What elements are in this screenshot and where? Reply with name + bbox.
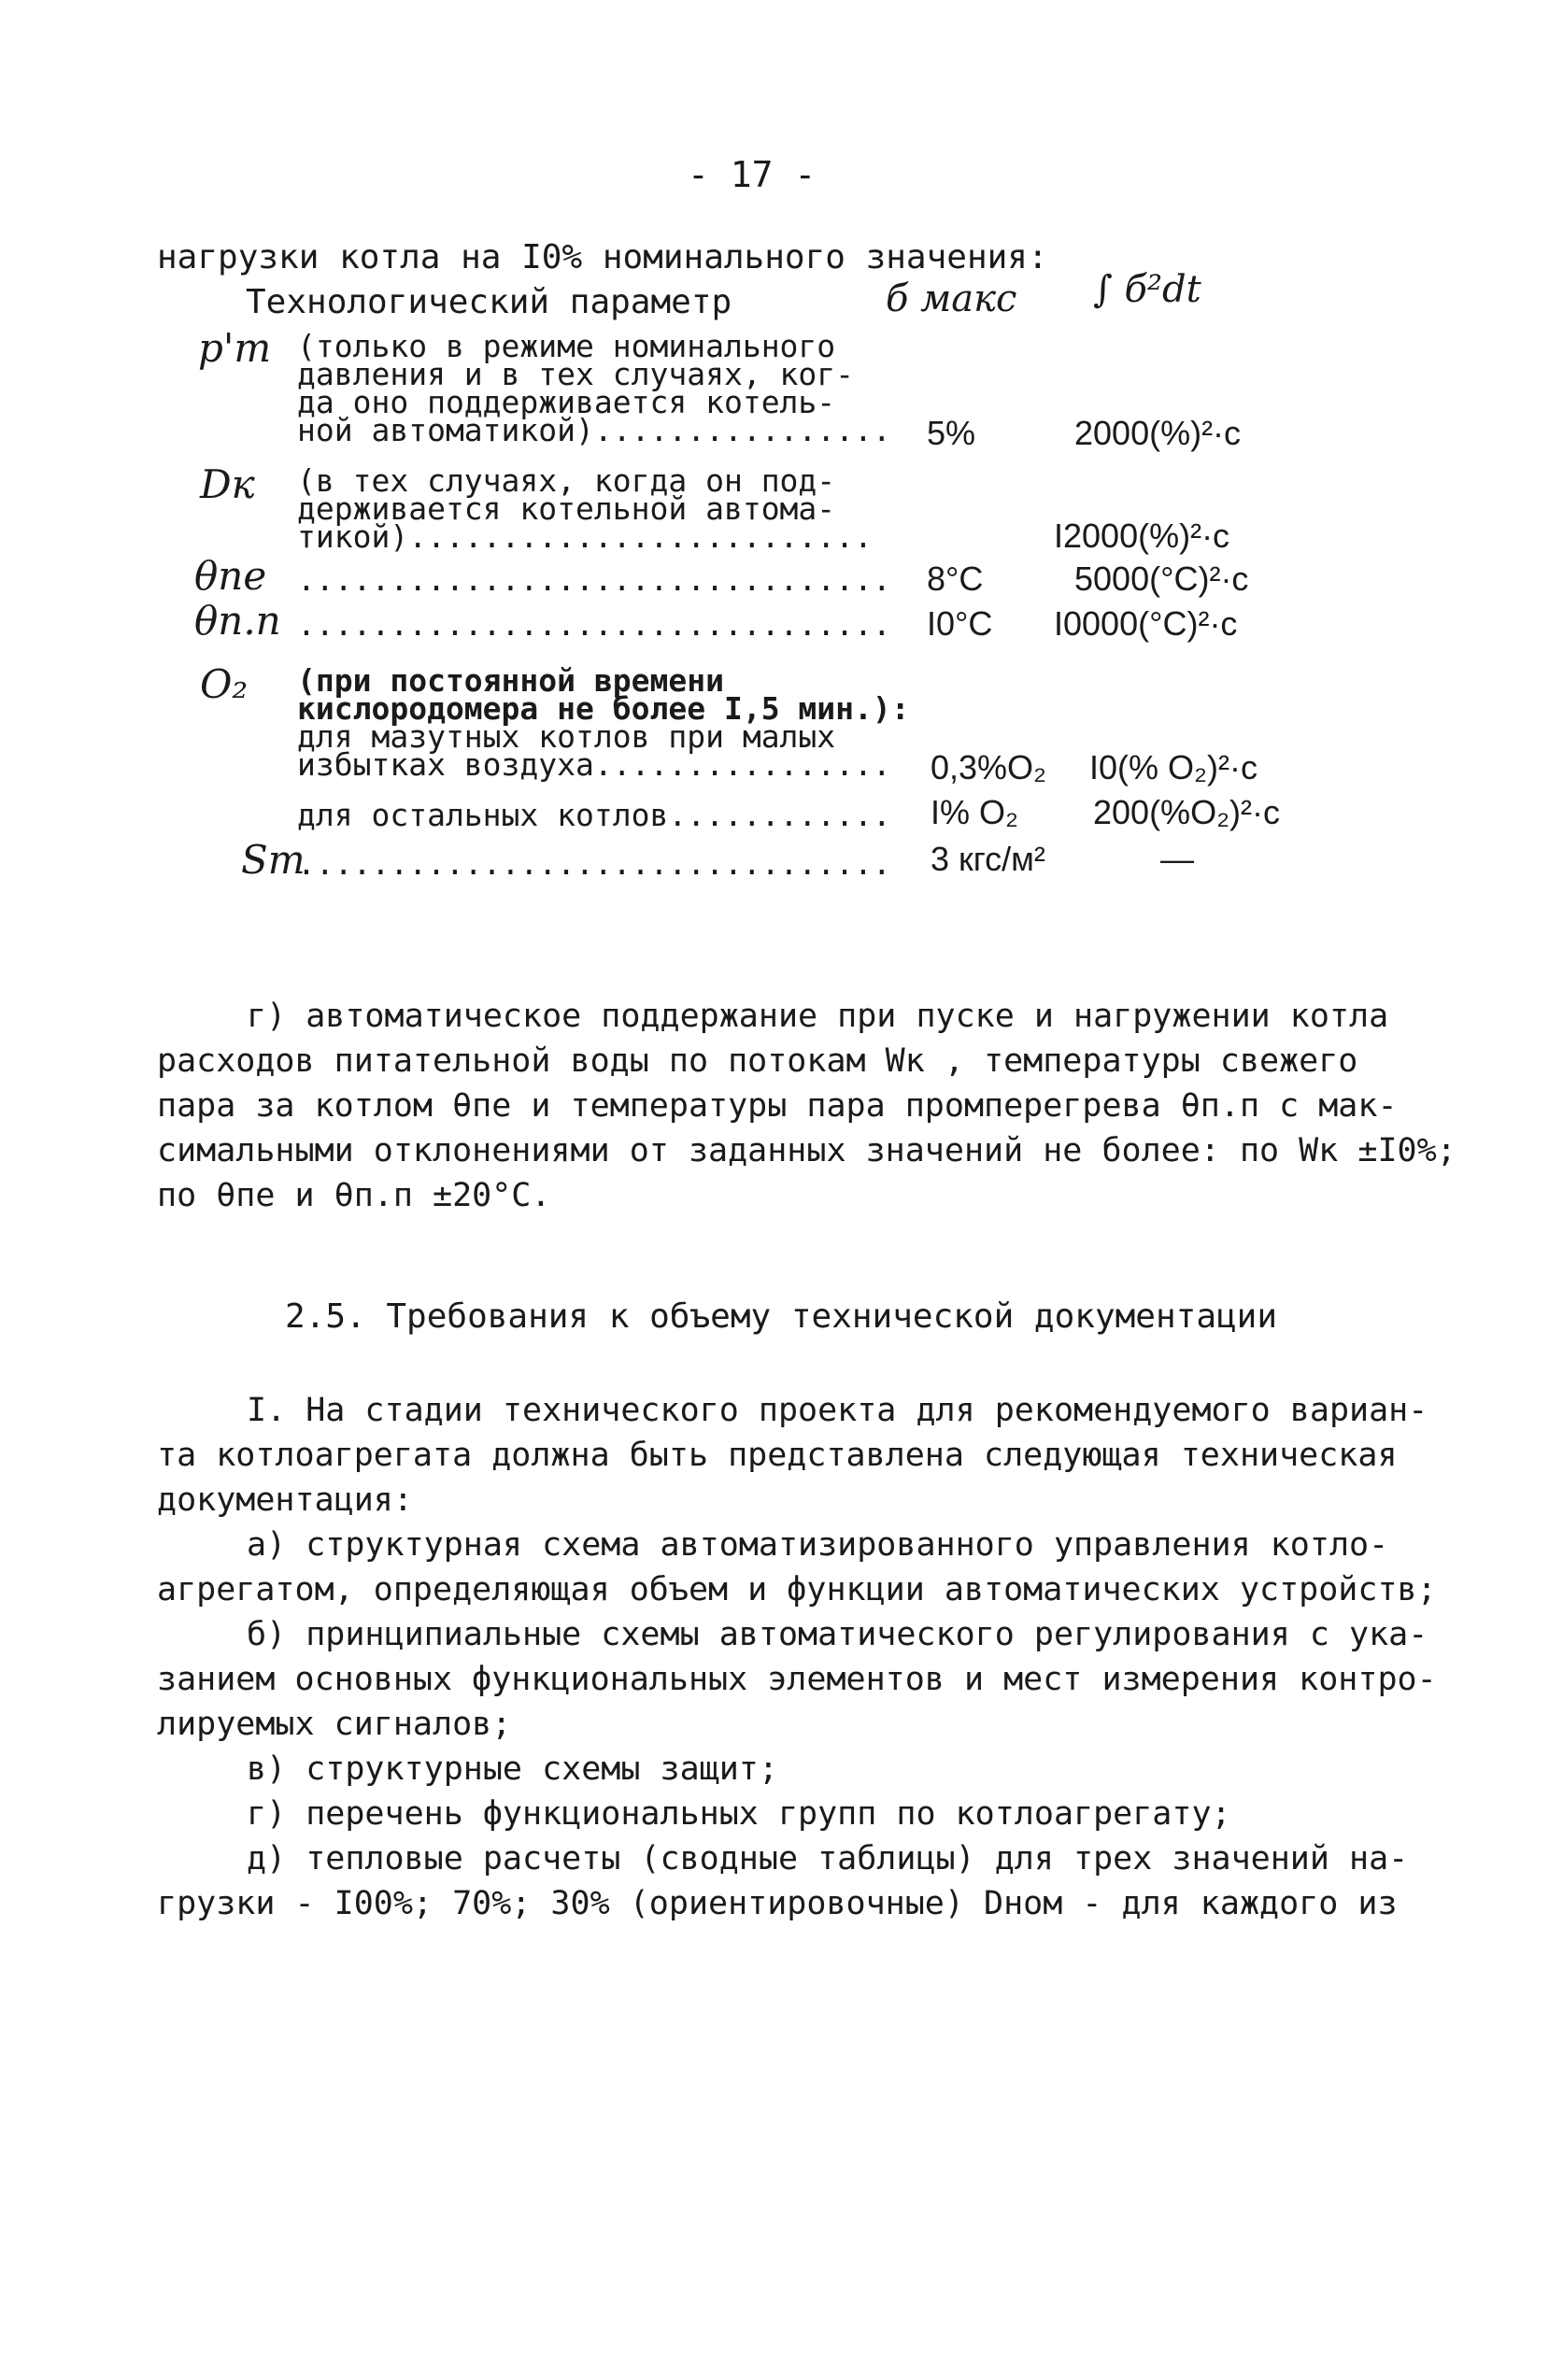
row-desc-line: ................................: [297, 845, 891, 882]
row-sigma: 3 кгс/м²: [931, 840, 1045, 878]
row-integral: I0000(°С)²·с: [1054, 604, 1238, 643]
row-desc-line: ной автоматикой)................: [297, 412, 891, 448]
row-desc-line: ................................: [297, 561, 891, 598]
table-header-param: Технологический параметр: [246, 283, 732, 321]
table-header-integral: ∫ б²dt: [1093, 268, 1201, 311]
list-item-line: грузки - I00%; 70%; 30% (ориентировочные) Dном - для каждого из: [157, 1885, 1398, 1922]
text-line: расходов питательной воды по потокам Wк , температуры свежего: [157, 1042, 1358, 1080]
row-desc-line: (в тех случаях, когда он под-: [297, 462, 836, 499]
row-symbol: Dк: [200, 461, 255, 507]
row-symbol: θпе: [194, 553, 267, 599]
row-desc-line: для мазутных котлов при малых: [297, 718, 836, 755]
row-desc-line: (при постоянной времени: [297, 662, 724, 699]
row-integral: —: [1160, 840, 1194, 878]
row-symbol: θп.п: [194, 598, 281, 644]
row-symbol: Sт: [241, 837, 305, 883]
text-line: та котлоагрегата должна быть представлена следующая техническая: [157, 1437, 1398, 1474]
row-sigma: 0,3%O₂: [931, 748, 1047, 786]
list-item-line: а) структурная схема автоматизированного управления котло-: [247, 1526, 1389, 1564]
text-line: по θпе и θп.п ±20°С.: [157, 1177, 551, 1214]
row-integral: 2000(%)²·с: [1074, 414, 1242, 452]
row-desc-line: ................................: [297, 606, 891, 643]
row-sigma: 5%: [927, 414, 976, 452]
row-desc-line: тикой).........................: [297, 518, 873, 555]
row-desc-line: да оно поддерживается котель-: [297, 384, 836, 420]
page-number: - 17 -: [688, 154, 817, 195]
row-desc-line: кислородомера не более I,5 мин.):: [297, 690, 910, 727]
table-header-sigma-max: б макс: [886, 277, 1017, 320]
text-line: симальными отклонениями от заданных значений не более: по Wк ±I0%;: [157, 1132, 1456, 1169]
paragraph-g: [157, 994, 1456, 1218]
row-integral: 200(%O₂)²·с: [1093, 793, 1281, 831]
row-symbol: p'т: [198, 325, 272, 371]
list-item-line: агрегатом, определяющая объем и функции автоматических устройств;: [157, 1571, 1437, 1608]
text-line: документация:: [157, 1481, 413, 1519]
row-desc-line: избытках воздуха................: [297, 746, 891, 783]
row-sigma: 8°С: [927, 560, 984, 598]
paragraph-1: [157, 1388, 1428, 1523]
row-desc-line: для остальных котлов............: [297, 797, 891, 833]
list-item-line: б) принципиальные схемы автоматического регулирования с ука-: [247, 1616, 1428, 1653]
row-sigma: I% O₂: [931, 793, 1018, 831]
row-symbol: O₂: [200, 661, 249, 707]
row-desc-line: (только в режиме номинального: [297, 328, 836, 364]
row-desc-line: держивается котельной автома-: [297, 490, 836, 527]
text-line: пара за котлом θпе и температуры пара промперегрева θп.п с мак-: [157, 1087, 1398, 1125]
section-heading: 2.5. Требования к объему технической документации: [285, 1297, 1278, 1336]
intro-line: нагрузки котла на I0% номинального значения:: [157, 238, 1048, 276]
row-desc-line: давления и в тех случаях, ког-: [297, 356, 855, 392]
row-sigma: I0°С: [927, 604, 993, 643]
row-integral: I2000(%)²·с: [1054, 517, 1230, 555]
list-item-line: в) структурные схемы защит;: [247, 1750, 778, 1788]
list-item-line: г) перечень функциональных групп по котлоагрегату;: [247, 1795, 1231, 1833]
list-item-line: занием основных функциональных элементов и мест измерения контро-: [157, 1661, 1437, 1698]
list-item-line: д) тепловые расчеты (сводные таблицы) для трех значений на-: [247, 1840, 1409, 1877]
row-integral: I0(% O₂)²·с: [1089, 748, 1258, 786]
list-item-line: лируемых сигналов;: [157, 1706, 512, 1743]
row-integral: 5000(°С)²·с: [1074, 560, 1249, 598]
text-line: I. На стадии технического проекта для рекомендуемого вариан-: [247, 1392, 1428, 1429]
text-line: г) автоматическое поддержание при пуске и нагружении котла: [247, 998, 1389, 1035]
doc-list: [157, 1523, 1437, 1926]
